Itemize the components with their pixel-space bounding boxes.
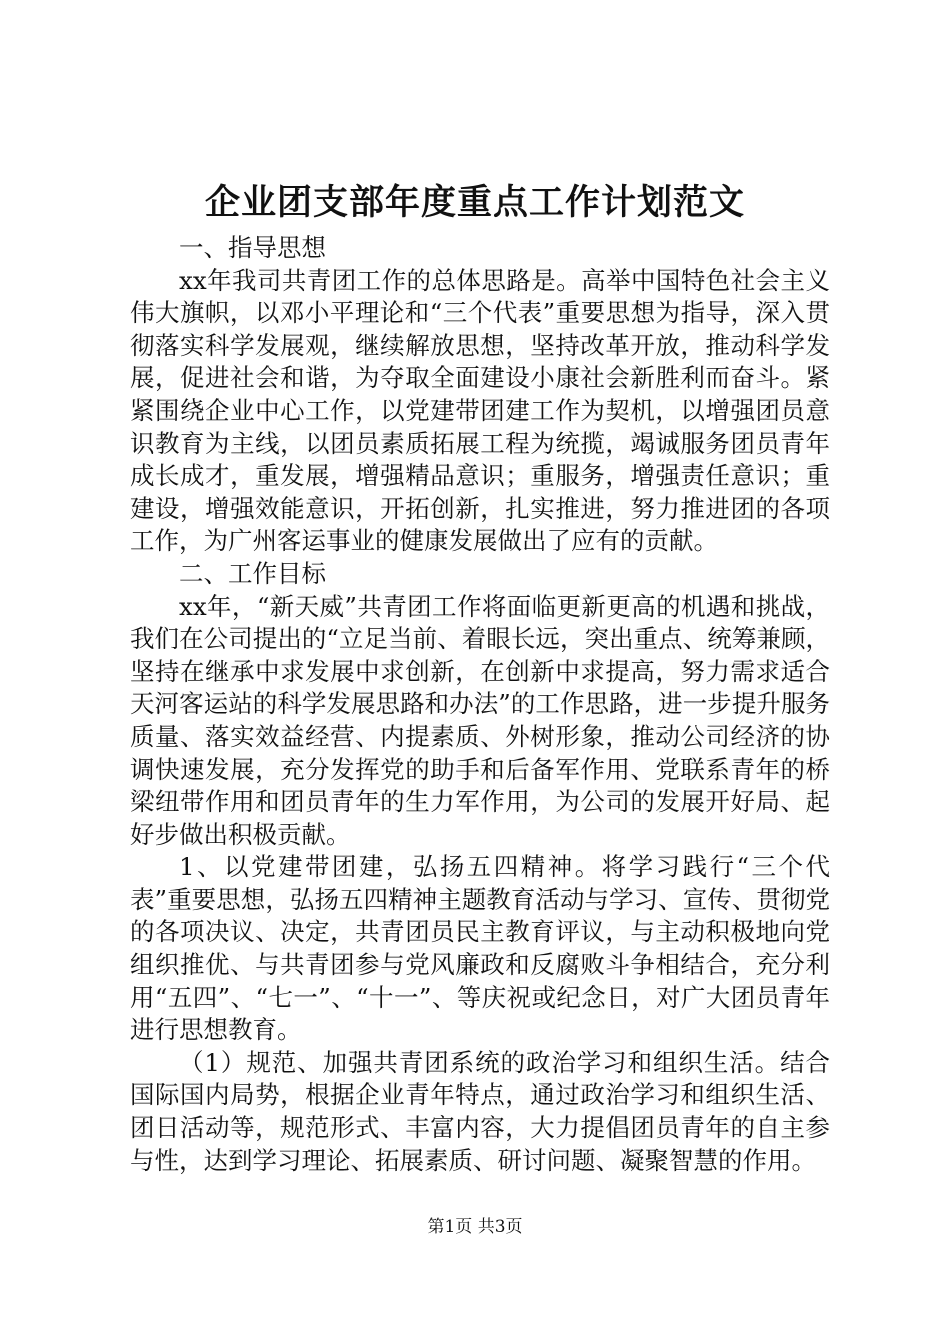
paragraph-party-building: 1、以党建带团建，弘扬五四精神。将学习践行“三个代表”重要思想，弘扬五四精神主题教育活动与学习、宣传、贯彻党的各项决议、决定，共青团员民主教育评议，与主动积极地向党组织推优、与共青团参与党风廉政和反腐败斗争相结合，充分利用“五四”、“七一”、“十一”、等庆祝或纪念日，对广大团员青年进行思想教育。	[130, 852, 830, 1045]
paragraph-guiding-ideology: xx年我司共青团工作的总体思路是。高举中国特色社会主义伟大旗帜，以邓小平理论和“三个代表”重要思想为指导，深入贯彻落实科学发展观，继续解放思想，坚持改革开放，推动科学发展，促进社会和谐，为夺取全面建设小康社会新胜利而奋斗。紧紧围绕企业中心工作，以党建带团建工作为契机，以增强团员意识教育为主线，以团员素质拓展工程为统揽，竭诚服务团员青年成长成才，重发展，增强精品意识；重服务，增强责任意识；重建设，增强效能意识，开拓创新，扎实推进，努力推进团的各项工作，为广州客运事业的健康发展做出了应有的贡献。	[130, 265, 830, 556]
document-body	[130, 232, 830, 1177]
paragraph-work-goals: xx年，“新天威”共青团工作将面临更新更高的机遇和挑战，我们在公司提出的“立足当前、着眼长远，突出重点、统筹兼顾，坚持在继承中求发展中求创新，在创新中求提高，努力需求适合天河客运站的科学发展思路和办法”的工作思路，进一步提升服务质量、落实效益经营、内提素质、外树形象，推动公司经济的协调快速发展，充分发挥党的助手和后备军作用、党联系青年的桥梁纽带作用和团员青年的生力军作用，为公司的发展开好局、起好步做出积极贡献。	[130, 591, 830, 849]
page-footer: 第1页 共3页	[427, 1217, 523, 1237]
paragraph-political-study: （1）规范、加强共青团系统的政治学习和组织生活。结合国际国内局势，根据企业青年特点，通过政治学习和组织生活、团日活动等，规范形式、丰富内容，大力提倡团员青年的自主参与性，达到学习理论、拓展素质、研讨问题、凝聚智慧的作用。	[130, 1047, 830, 1175]
document-title: 企业团支部年度重点工作计划范文	[204, 182, 745, 223]
section-heading-work-goals: 二、工作目标	[179, 558, 326, 588]
section-heading-guiding-ideology: 一、指导思想	[179, 233, 326, 262]
